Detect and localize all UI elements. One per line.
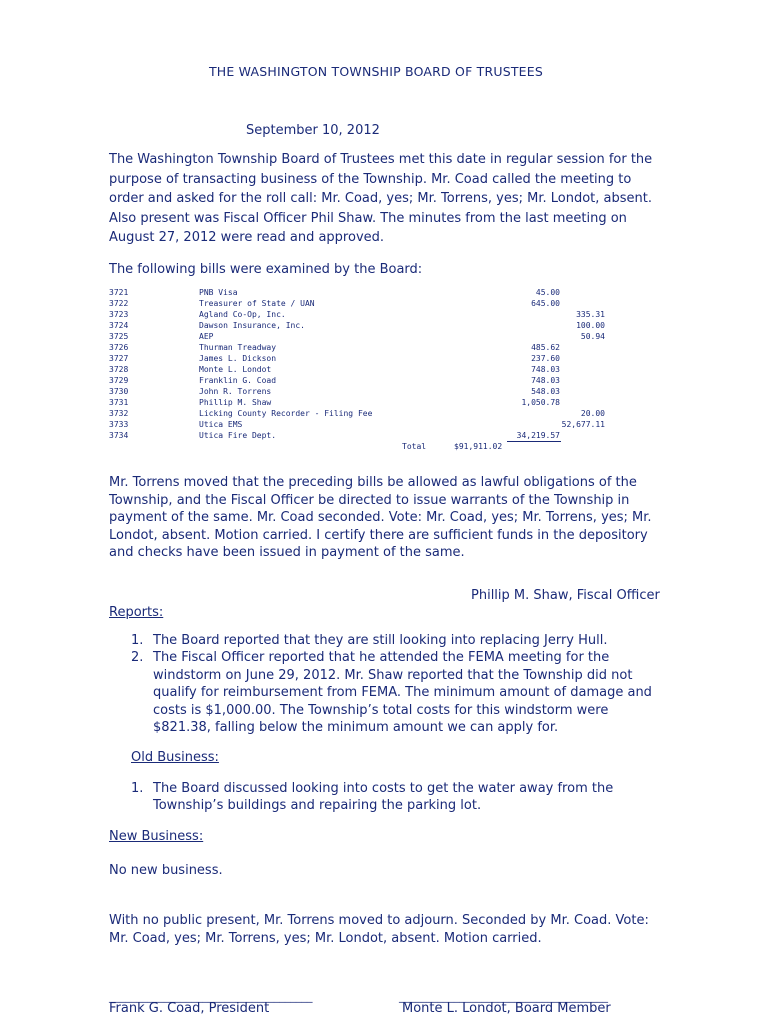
bill-payee: John R. Torrens xyxy=(199,387,272,396)
bill-number: 3724 xyxy=(109,321,129,330)
bill-payee: Licking County Recorder - Filing Fee xyxy=(199,409,373,418)
bills-total-label: Total xyxy=(402,442,427,451)
list-item-line: $821.38, falling below the minimum amount we can apply for. xyxy=(153,720,559,736)
bill-row xyxy=(109,365,629,376)
bill-payee: AEP xyxy=(199,332,214,341)
bill-number: 3734 xyxy=(109,431,129,440)
bill-number: 3728 xyxy=(109,365,129,374)
bill-amount: 52,677.11 xyxy=(561,420,605,429)
motion-line: Londot, absent. Motion carried. I certify there are sufficient funds in the depository xyxy=(109,527,648,543)
fiscal-officer-signature: Phillip M. Shaw, Fiscal Officer xyxy=(471,588,660,603)
new-business-text: No new business. xyxy=(109,863,223,878)
bill-payee: Agland Co-Op, Inc. xyxy=(199,310,286,319)
bill-payee: Phillip M. Shaw xyxy=(199,398,272,407)
signature-line-member: ______________________________________ xyxy=(399,990,608,1003)
bill-payee: Franklin G. Coad xyxy=(199,376,277,385)
bill-payee: Utica Fire Dept. xyxy=(199,431,277,440)
old-business-list xyxy=(131,780,613,815)
bill-number: 3721 xyxy=(109,288,129,297)
list-item-line: Township’s buildings and repairing the parking lot. xyxy=(153,798,482,814)
list-item xyxy=(131,632,652,649)
bill-number: 3731 xyxy=(109,398,129,407)
board-member-signature: Monte L. Londot, Board Member xyxy=(402,1001,611,1016)
bill-row xyxy=(109,288,629,299)
bills-total-value: $91,911.02 xyxy=(454,442,503,451)
bill-row xyxy=(109,354,629,365)
bill-number: 3733 xyxy=(109,420,129,429)
bill-amount: 45.00 xyxy=(535,288,560,297)
adjourn-paragraph xyxy=(109,912,649,949)
bill-amount: 548.03 xyxy=(531,387,560,396)
bills-lead: The following bills were examined by the Board: xyxy=(109,262,423,277)
bills-total-rule xyxy=(507,441,561,442)
bill-amount: 20.00 xyxy=(580,409,605,418)
motion-line: and checks have been issued in payment of the same. xyxy=(109,545,465,561)
bill-row xyxy=(109,299,629,310)
list-item xyxy=(131,649,652,736)
bill-amount: 100.00 xyxy=(576,321,605,330)
bill-number: 3732 xyxy=(109,409,129,418)
bill-payee: Utica EMS xyxy=(199,420,243,429)
signature-line-president: _____________________________________ xyxy=(109,990,313,1003)
bill-row xyxy=(109,310,629,321)
list-item-line: The Fiscal Officer reported that he attended the FEMA meeting for the xyxy=(153,650,610,666)
adjourn-line: With no public present, Mr. Torrens moved to adjourn. Seconded by Mr. Coad. Vote: xyxy=(109,913,649,928)
bill-payee: Thurman Treadway xyxy=(199,343,277,352)
president-signature: Frank G. Coad, President xyxy=(109,1001,270,1016)
list-item-line: costs is $1,000.00. The Township’s total costs for this windstorm were xyxy=(153,702,609,718)
intro-line: order and asked for the roll call: Mr. Coad, yes; Mr. Torrens, yes; Mr. Londot, absent. xyxy=(109,191,652,207)
document-title: THE WASHINGTON TOWNSHIP BOARD OF TRUSTEES xyxy=(208,64,544,79)
bill-number: 3726 xyxy=(109,343,129,352)
bill-row xyxy=(109,398,629,409)
list-number: 1. xyxy=(131,633,144,648)
bill-amount: 34,219.57 xyxy=(516,431,560,440)
bill-row xyxy=(109,409,629,420)
bill-number: 3723 xyxy=(109,310,129,319)
reports-list xyxy=(131,632,652,736)
bill-number: 3727 xyxy=(109,354,129,363)
bill-row xyxy=(109,321,629,332)
reports-heading: Reports: xyxy=(109,605,164,620)
bill-row xyxy=(109,376,629,387)
meeting-date: September 10, 2012 xyxy=(246,123,380,138)
bill-payee: PNB Visa xyxy=(199,288,238,297)
adjourn-line: Mr. Coad, yes; Mr. Torrens, yes; Mr. Londot, absent. Motion carried. xyxy=(109,931,542,947)
bill-amount: 50.94 xyxy=(580,332,605,341)
bill-amount: 748.03 xyxy=(531,365,560,374)
bill-number: 3725 xyxy=(109,332,129,341)
motion-line: Township, and the Fiscal Officer be directed to issue warrants of the Township in xyxy=(109,492,630,508)
intro-line: Also present was Fiscal Officer Phil Shaw. The minutes from the last meeting on xyxy=(109,210,627,226)
bill-payee: Treasurer of State / UAN xyxy=(199,299,315,308)
list-number: 2. xyxy=(131,650,144,666)
list-item-line: The Board discussed looking into costs to get the water away from the xyxy=(153,781,614,796)
bill-row xyxy=(109,387,629,398)
old-business-heading: Old Business: xyxy=(131,750,219,765)
intro-line: The Washington Township Board of Trustees met this date in regular session for the xyxy=(109,152,653,167)
intro-paragraph xyxy=(109,150,652,248)
bill-amount: 237.60 xyxy=(531,354,560,363)
motion-paragraph xyxy=(109,474,652,562)
bill-number: 3722 xyxy=(109,299,129,308)
list-item xyxy=(131,780,613,815)
bill-number: 3729 xyxy=(109,376,129,385)
motion-line: payment of the same. Mr. Coad seconded. Vote: Mr. Coad, yes; Mr. Torrens, yes; Mr. xyxy=(109,510,652,526)
list-number: 1. xyxy=(131,781,144,796)
bill-payee: Monte L. Londot xyxy=(199,365,272,374)
bill-amount: 485.62 xyxy=(531,343,560,352)
bill-amount: 645.00 xyxy=(531,299,560,308)
new-business-heading: New Business: xyxy=(109,829,204,844)
bill-number: 3730 xyxy=(109,387,129,396)
bill-payee: James L. Dickson xyxy=(199,354,277,363)
list-item-line: qualify for reimbursement from FEMA. The minimum amount of damage and xyxy=(153,685,652,701)
list-item-line: The Board reported that they are still looking into replacing Jerry Hull. xyxy=(153,633,608,648)
list-item-line: windstorm on June 29, 2012. Mr. Shaw reported that the Township did not xyxy=(153,667,633,683)
bill-amount: 335.31 xyxy=(576,310,605,319)
intro-line: August 27, 2012 were read and approved. xyxy=(109,230,385,246)
bill-row xyxy=(109,343,629,354)
intro-line: purpose of transacting business of the Township. Mr. Coad called the meeting to xyxy=(109,171,632,187)
bill-amount: 748.03 xyxy=(531,376,560,385)
bill-payee: Dawson Insurance, Inc. xyxy=(199,321,305,330)
bill-row xyxy=(109,420,629,431)
bill-row xyxy=(109,332,629,343)
bill-amount: 1,050.78 xyxy=(521,398,560,407)
motion-line: Mr. Torrens moved that the preceding bills be allowed as lawful obligations of the xyxy=(109,475,637,490)
